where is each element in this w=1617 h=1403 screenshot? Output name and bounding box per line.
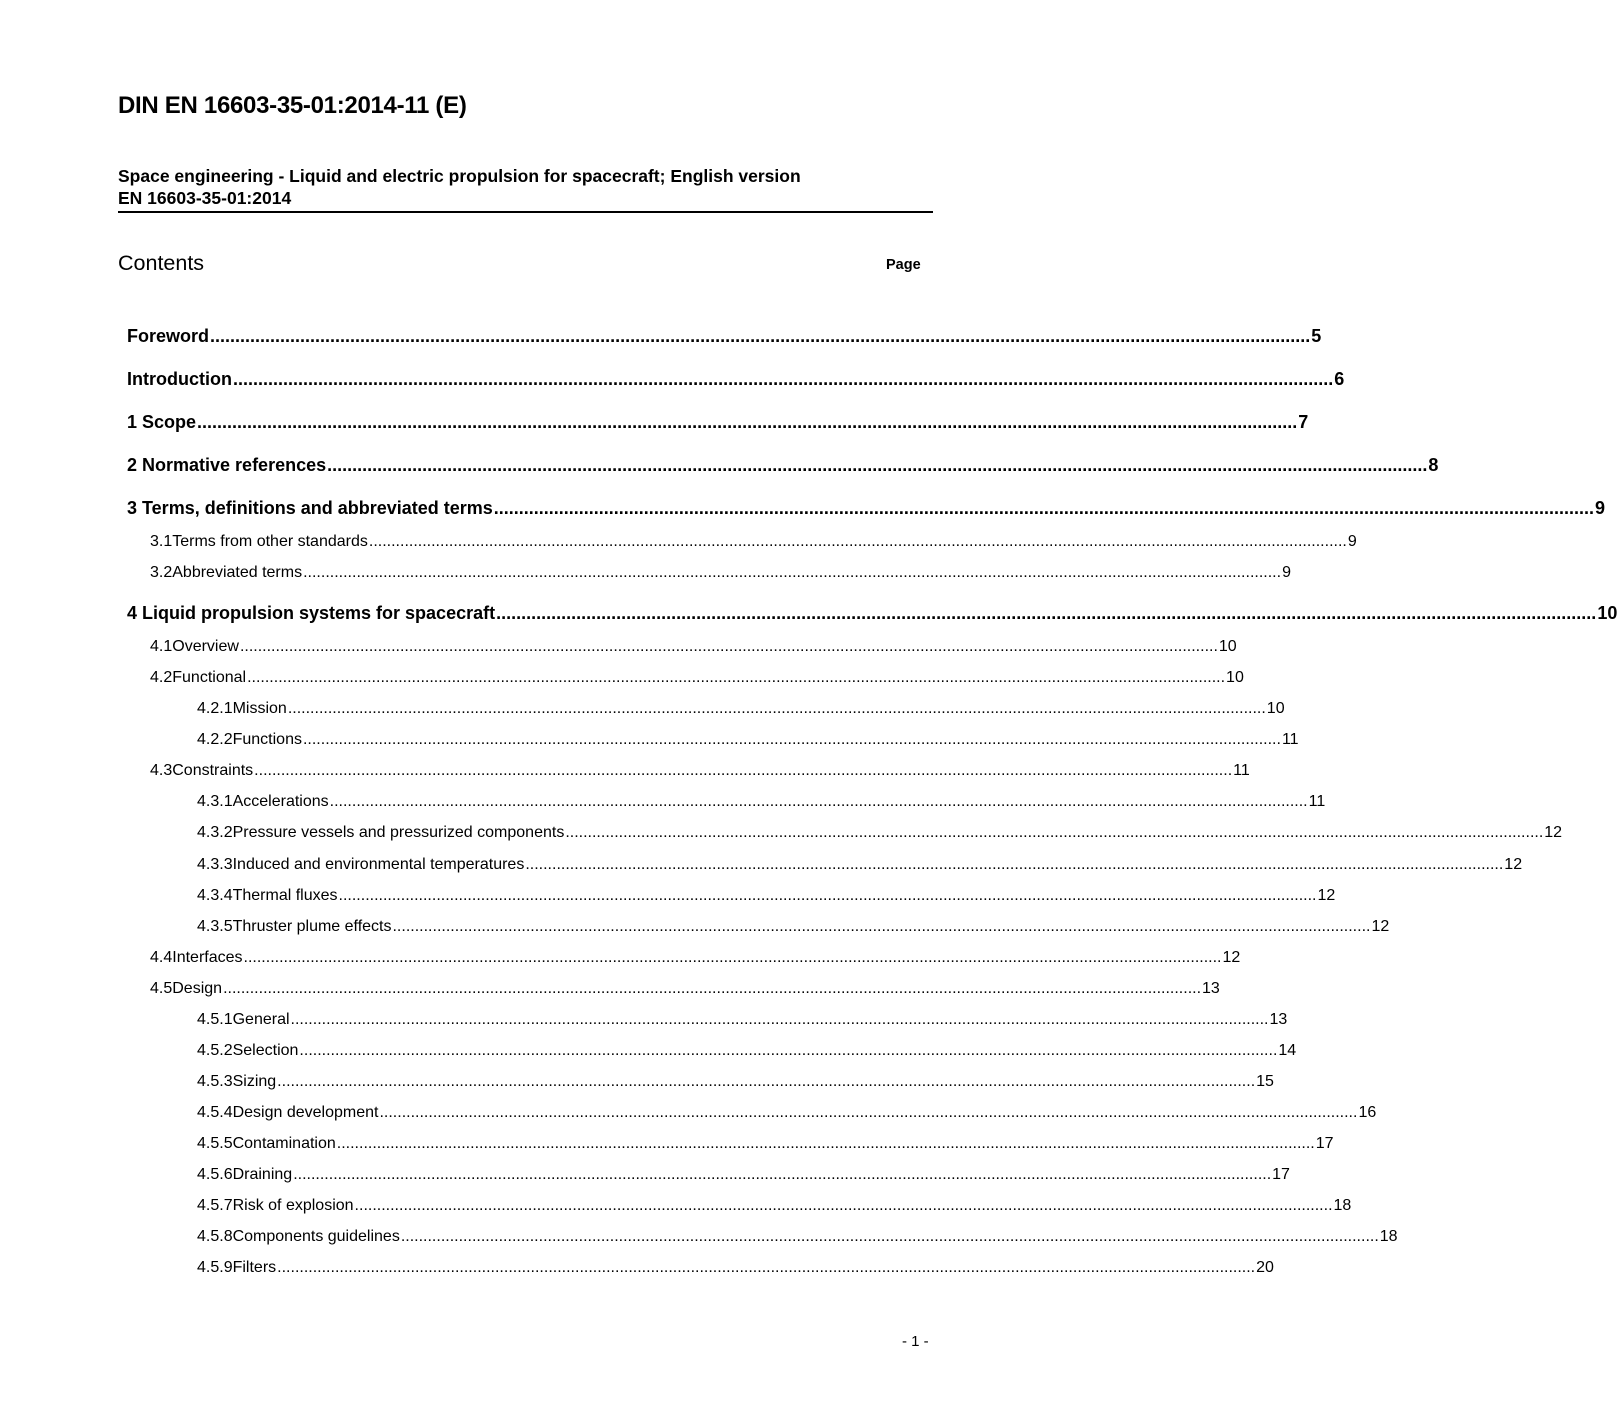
- toc-number: 4.5: [150, 980, 173, 997]
- toc-entry-4-3-5[interactable]: [197, 918, 1390, 936]
- toc-number: 4.2.2: [197, 731, 233, 748]
- toc-leader-dots: ............................................................................................................................................................................................................................: [336, 1135, 1315, 1152]
- toc-entry-4-5-7[interactable]: [197, 1197, 1352, 1215]
- toc-number: 4.5.9: [197, 1259, 233, 1276]
- toc-page: 9: [1282, 564, 1291, 581]
- toc-entry-3[interactable]: [127, 498, 1606, 519]
- toc-page: 13: [1269, 1011, 1288, 1028]
- toc-page: 18: [1379, 1228, 1398, 1245]
- document-title: DIN EN 16603-35-01:2014-11 (E): [118, 92, 467, 119]
- toc-number: 4.2.1: [197, 700, 233, 717]
- toc-leader-dots: ............................................................................................................................................................................................................................: [197, 412, 1298, 432]
- toc-label: Constraints: [172, 762, 254, 779]
- toc-page: 12: [1317, 887, 1336, 904]
- toc-number: 4.3.4: [197, 887, 233, 904]
- toc-leader-dots: ............................................................................................................................................................................................................................: [290, 1011, 1269, 1028]
- toc-entry-4-2-2[interactable]: [197, 731, 1299, 749]
- toc-leader-dots: ............................................................................................................................................................................................................................: [392, 918, 1371, 935]
- toc-leader-dots: ............................................................................................................................................................................................................................: [379, 1104, 1358, 1121]
- toc-number: 3: [127, 498, 138, 518]
- toc-number: 1: [127, 412, 138, 432]
- toc-page: 11: [1308, 793, 1326, 810]
- toc-number: 4.3.5: [197, 918, 233, 935]
- toc-leader-dots: ............................................................................................................................................................................................................................: [293, 1166, 1272, 1183]
- toc-number: 3.2: [150, 564, 173, 581]
- toc-entry-4-5-1[interactable]: [197, 1011, 1288, 1029]
- toc-leader-dots: ............................................................................................................................................................................................................................: [354, 1197, 1333, 1214]
- toc-label: Contamination: [232, 1135, 336, 1152]
- toc-leader-dots: ............................................................................................................................................................................................................................: [496, 603, 1597, 623]
- toc-page: 9: [1595, 498, 1606, 518]
- toc-number: 4.5.7: [197, 1197, 233, 1214]
- toc-label: Liquid propulsion systems for spacecraft: [142, 603, 496, 623]
- toc-page: 12: [1544, 824, 1563, 841]
- toc-entry-4-3-3[interactable]: [197, 856, 1523, 874]
- toc-page: 8: [1428, 455, 1439, 475]
- toc-number: 4.5.2: [197, 1042, 233, 1059]
- toc-label: Terms from other standards: [172, 533, 368, 550]
- toc-entry-4-5-9[interactable]: [197, 1259, 1274, 1277]
- toc-number: 4.3: [150, 762, 173, 779]
- toc-leader-dots: ............................................................................................................................................................................................................................: [368, 533, 1347, 550]
- toc-leader-dots: ............................................................................................................................................................................................................................: [277, 1259, 1256, 1276]
- toc-label: Filters: [232, 1259, 277, 1276]
- toc-page: 14: [1278, 1042, 1297, 1059]
- toc-leader-dots: ............................................................................................................................................................................................................................: [327, 455, 1428, 475]
- toc-leader-dots: ............................................................................................................................................................................................................................: [210, 326, 1311, 346]
- toc-number: 4.5.5: [197, 1135, 233, 1152]
- contents-heading: Contents: [118, 251, 205, 275]
- toc-page: 11: [1233, 762, 1250, 779]
- toc-entry-foreword[interactable]: [127, 326, 1322, 347]
- toc-page: 10: [1226, 669, 1244, 686]
- toc-leader-dots: ............................................................................................................................................................................................................................: [565, 824, 1544, 841]
- toc-label: Induced and environmental temperatures: [232, 856, 525, 873]
- toc-page: 13: [1202, 980, 1220, 997]
- toc-label: Components guidelines: [232, 1228, 400, 1245]
- toc-number: 4.3.1: [197, 793, 233, 810]
- toc-leader-dots: ............................................................................................................................................................................................................................: [302, 731, 1281, 748]
- toc-leader-dots: ............................................................................................................................................................................................................................: [287, 700, 1266, 717]
- toc-label: Abbreviated terms: [172, 564, 303, 581]
- page-number: - 1 -: [902, 1333, 929, 1350]
- toc-number: 2: [127, 455, 138, 475]
- toc-page: 18: [1333, 1197, 1352, 1214]
- toc-entry-3-1[interactable]: [150, 533, 1357, 551]
- toc-label: Functional: [172, 669, 247, 686]
- toc-label: Functions: [232, 731, 302, 748]
- toc-entry-4-3[interactable]: [150, 762, 1250, 780]
- toc-number: 4: [127, 603, 138, 623]
- toc-leader-dots: ............................................................................................................................................................................................................................: [525, 856, 1504, 873]
- toc-label: Introduction: [127, 369, 232, 389]
- toc-number: 4.5.8: [197, 1228, 233, 1245]
- toc-page: 6: [1334, 369, 1345, 389]
- toc-entry-4-5-6[interactable]: [197, 1166, 1290, 1184]
- toc-leader-dots: ............................................................................................................................................................................................................................: [223, 980, 1202, 997]
- toc-leader-dots: ............................................................................................................................................................................................................................: [400, 1228, 1379, 1245]
- toc-page: 20: [1256, 1259, 1274, 1276]
- toc-number: 4.5.3: [197, 1073, 233, 1090]
- toc-page: 7: [1298, 412, 1309, 432]
- toc-entry-4-2[interactable]: [150, 669, 1244, 687]
- toc-leader-dots: ............................................................................................................................................................................................................................: [232, 369, 1334, 389]
- toc-page: 15: [1256, 1073, 1274, 1090]
- toc-leader-dots: ............................................................................................................................................................................................................................: [493, 498, 1594, 518]
- toc-label: Overview: [172, 638, 239, 655]
- toc-leader-dots: ............................................................................................................................................................................................................................: [338, 887, 1317, 904]
- toc-page: 12: [1371, 918, 1390, 935]
- toc-leader-dots: ............................................................................................................................................................................................................................: [329, 793, 1308, 810]
- toc-label: Normative references: [142, 455, 327, 475]
- toc-entry-4-2-1[interactable]: [197, 700, 1285, 718]
- toc-number: 4.4: [150, 949, 173, 966]
- page-column-label: Page: [886, 257, 921, 273]
- toc-entry-1[interactable]: [127, 412, 1309, 433]
- toc-leader-dots: ............................................................................................................................................................................................................................: [239, 638, 1218, 655]
- toc-label: Foreword: [127, 326, 210, 346]
- toc-number: 4.1: [150, 638, 173, 655]
- toc-page: 10: [1218, 638, 1237, 655]
- toc-number: 4.2: [150, 669, 173, 686]
- toc-leader-dots: ............................................................................................................................................................................................................................: [303, 564, 1282, 581]
- toc-label: Mission: [232, 700, 287, 717]
- toc-label: Thruster plume effects: [232, 918, 392, 935]
- toc-page: 16: [1358, 1104, 1377, 1121]
- toc-label: General: [232, 1011, 290, 1028]
- toc-page: 17: [1315, 1135, 1334, 1152]
- toc-page: 12: [1504, 856, 1523, 873]
- toc-entry-4-5-8[interactable]: [197, 1228, 1398, 1246]
- toc-leader-dots: ............................................................................................................................................................................................................................: [254, 762, 1233, 779]
- toc-entry-4[interactable]: [127, 603, 1617, 624]
- toc-entry-4-3-2[interactable]: [197, 824, 1563, 842]
- document-subtitle: [118, 165, 933, 213]
- toc-leader-dots: ............................................................................................................................................................................................................................: [243, 949, 1222, 966]
- toc-page: 12: [1222, 949, 1241, 966]
- toc-leader-dots: ............................................................................................................................................................................................................................: [299, 1042, 1278, 1059]
- toc-page: 10: [1266, 700, 1285, 717]
- toc-label: Draining: [232, 1166, 293, 1183]
- toc-label: Thermal fluxes: [232, 887, 338, 904]
- toc-entry-introduction[interactable]: [127, 369, 1345, 390]
- toc-label: Selection: [232, 1042, 299, 1059]
- toc-number: 4.3.2: [197, 824, 233, 841]
- subtitle-line-1: Space engineering - Liquid and electric propulsion for spacecraft; English version: [118, 166, 801, 186]
- toc-label: Sizing: [232, 1073, 277, 1090]
- toc-number: 4.5.4: [197, 1104, 233, 1121]
- toc-entry-4-5-4[interactable]: [197, 1104, 1377, 1122]
- toc-label: Pressure vessels and pressurized components: [232, 824, 565, 841]
- toc-entry-3-2[interactable]: [150, 564, 1291, 582]
- toc-entry-4-5-2[interactable]: [197, 1042, 1297, 1060]
- toc-page: 5: [1311, 326, 1322, 346]
- toc-label: Terms, definitions and abbreviated terms: [142, 498, 493, 518]
- toc-label: Interfaces: [172, 949, 243, 966]
- toc-entry-4-5-5[interactable]: [197, 1135, 1334, 1153]
- toc-number: 4.5.6: [197, 1166, 233, 1183]
- toc-label: Risk of explosion: [232, 1197, 354, 1214]
- toc-label: Design: [172, 980, 223, 997]
- toc-page: 9: [1347, 533, 1357, 550]
- toc-page: 11: [1281, 731, 1299, 748]
- toc-number: 3.1: [150, 533, 173, 550]
- toc-entry-4-4[interactable]: [150, 949, 1241, 967]
- toc-entry-2[interactable]: [127, 455, 1439, 476]
- toc-page: 10: [1597, 603, 1617, 623]
- toc-entry-4-3-1[interactable]: [197, 793, 1326, 811]
- toc-entry-4-5-3[interactable]: [197, 1073, 1274, 1091]
- toc-number: 4.3.3: [197, 856, 233, 873]
- toc-page: 17: [1272, 1166, 1290, 1183]
- toc-leader-dots: ............................................................................................................................................................................................................................: [277, 1073, 1256, 1090]
- toc-entry-4-1[interactable]: [150, 638, 1237, 656]
- toc-entry-4-5[interactable]: [150, 980, 1220, 998]
- toc-label: Accelerations: [232, 793, 329, 810]
- toc-number: 4.5.1: [197, 1011, 233, 1028]
- toc-label: Design development: [232, 1104, 379, 1121]
- toc-leader-dots: ............................................................................................................................................................................................................................: [247, 669, 1226, 686]
- toc-label: Scope: [142, 412, 197, 432]
- toc-entry-4-3-4[interactable]: [197, 887, 1336, 905]
- subtitle-line-2: EN 16603-35-01:2014: [118, 188, 292, 208]
